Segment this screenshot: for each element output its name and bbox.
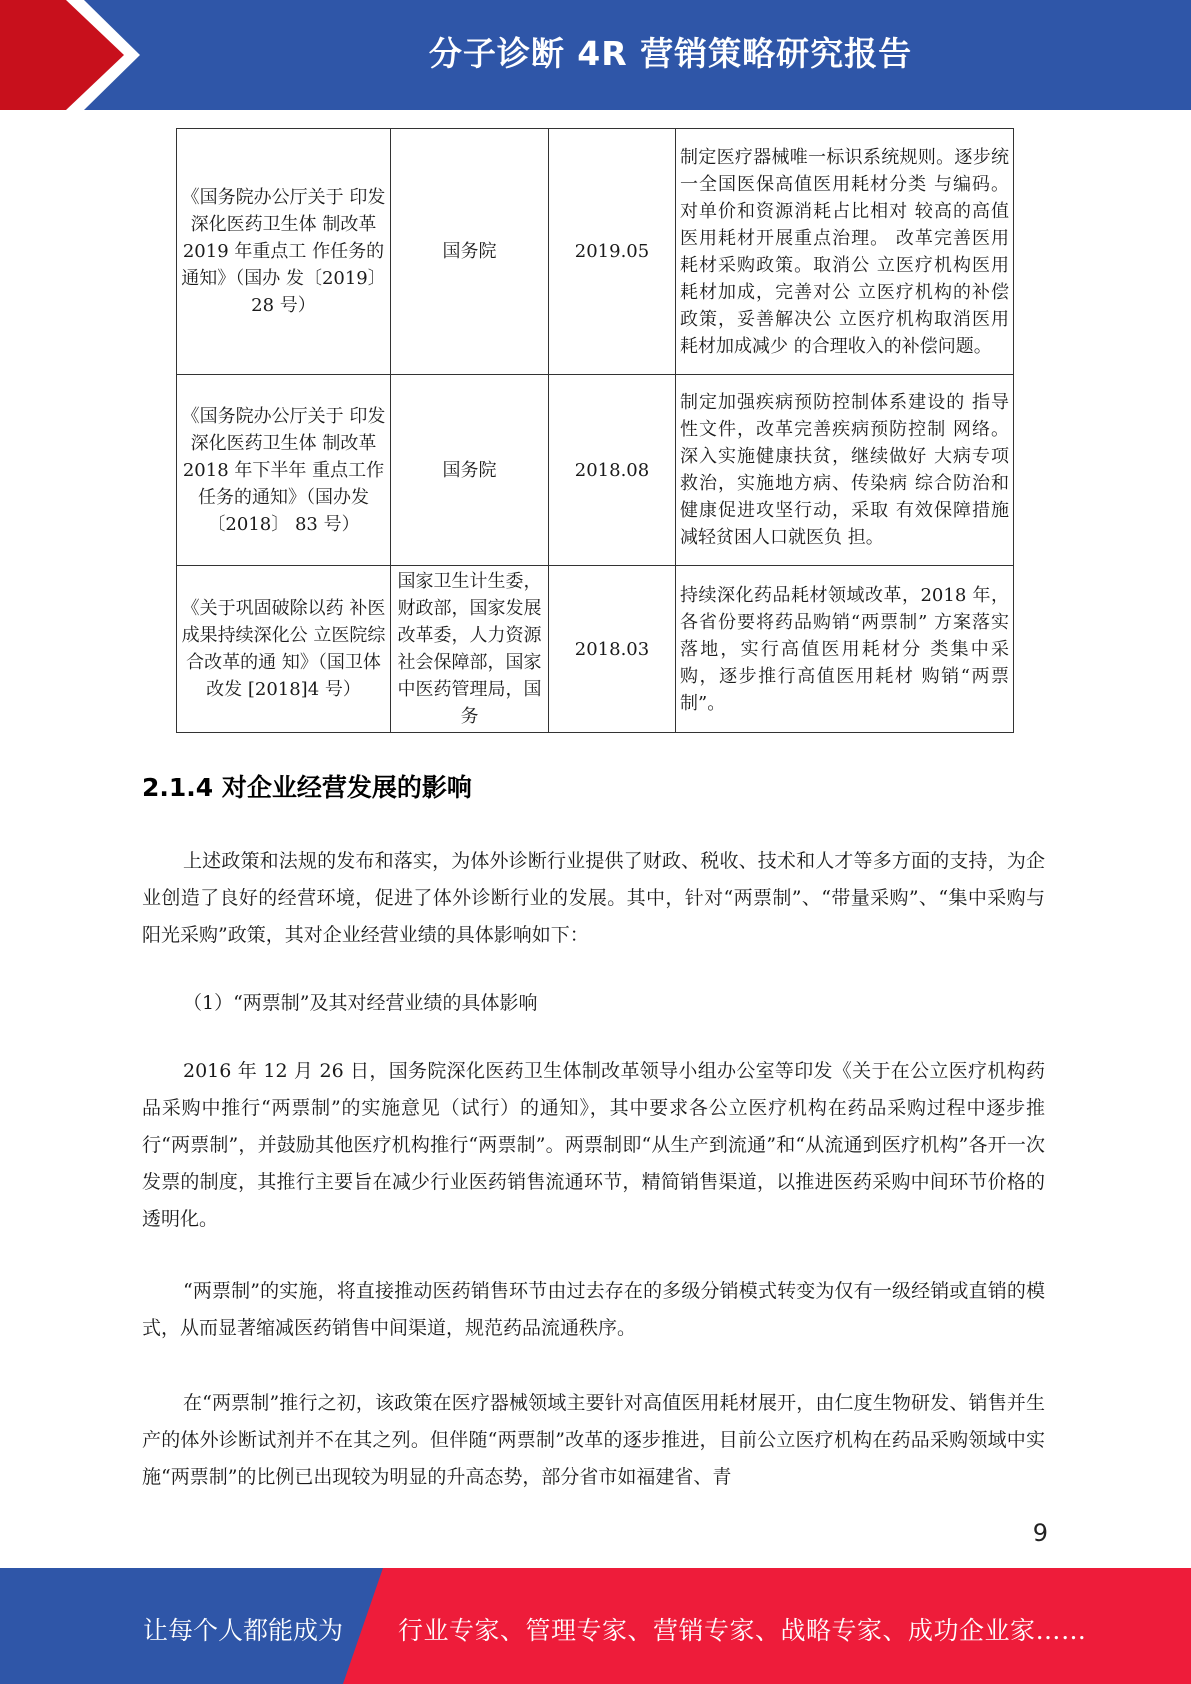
page-header: [0, 0, 1191, 110]
page-footer: [0, 1568, 1191, 1684]
body-paragraph: 2016 年 12 月 26 日，国务院深化医药卫生体制改革领导小组办公室等印发《关于在公立医疗机构药品采购中推行“两票制”的实施意见（试行）的通知》，其中要求各公立医疗机构在药品采购过程中逐步推行“两票制”，并鼓励其他医疗机构推行“两票制”。两票制即“从生产到流通”和“从流通到医疗机构”各开一次发票的制度，其推行主要旨在减少行业医药销售流通环节，精简销售渠道，以推进医药采购中间环节价格的透明化。: [142, 1060, 1045, 1230]
subheading-paragraph: （1）“两票制”及其对经营业绩的具体影响: [183, 992, 538, 1014]
table-row: [177, 566, 1014, 733]
policy-content-cell: 制定医疗器械唯一标识系统规则。逐步统一全国医保高值医用耗材分类 与编码。对单价和资源消耗占比相对 较高的高值医用耗材开展重点治理。 改革完善医用耗材采购政策。取消公 立医疗机构医用耗材加成，完善对公 立医疗机构的补偿政策，妥善解决公 立医疗机构取消医用耗材加成减少 的合理收入的补偿问题。: [676, 129, 1014, 375]
policy-content-cell: 持续深化药品耗材领域改革，2018 年，各省份要将药品购销“两票制” 方案落实落地，实行高值医用耗材分 类集中采购，逐步推行高值医用耗材 购销“两票制”。: [676, 566, 1014, 733]
policy-name-cell: 《国务院办公厅关于 印发深化医药卫生体 制改革 2018 年下半年 重点工作任务的通知》（国办发〔2018〕 83 号）: [177, 375, 391, 566]
policy-content-cell: 制定加强疾病预防控制体系建设的 指导性文件，改革完善疾病预防控制 网络。深入实施健康扶贫，继续做好 大病专项救治，实施地方病、传染病 综合防治和健康促进攻坚行动，采取 有效保障措施减轻贫困人口就医负 担。: [676, 375, 1014, 566]
policy-name-cell: 《关于巩固破除以药 补医成果持续深化公 立医院综合改革的通 知》（国卫体改发 [2018]4 号）: [177, 566, 391, 733]
section-heading: 2.1.4 对企业经营发展的影响: [142, 773, 472, 802]
body-paragraph: “两票制”的实施，将直接推动医药销售环节由过去存在的多级分销模式转变为仅有一级经销或直销的模式，从而显著缩减医药销售中间渠道，规范药品流通秩序。: [142, 1280, 1045, 1339]
issue-date-cell: 2019.05: [549, 129, 676, 375]
page-number: 9: [1032, 1519, 1048, 1547]
header-arrow-decoration: [0, 0, 150, 110]
footer-slogan-right: 行业专家、管理专家、营销专家、战略专家、成功企业家……: [398, 1616, 1087, 1645]
body-paragraph: 在“两票制”推行之初，该政策在医疗器械领域主要针对高值医用耗材展开，由仁度生物研发、销售并生产的体外诊断试剂并不在其之列。但伴随“两票制”改革的逐步推进，目前公立医疗机构在药品采购领域中实施“两票制”的比例已出现较为明显的升高态势，部分省市如福建省、青: [142, 1392, 1045, 1488]
issuing-org-cell: 国家卫生计生委，财政部，国家发展改革委，人力资源社会保障部，国家中医药管理局，国务: [391, 566, 549, 733]
table-row: [177, 375, 1014, 566]
table-row: [177, 129, 1014, 375]
issuing-org-cell: 国务院: [391, 129, 549, 375]
issue-date-cell: 2018.08: [549, 375, 676, 566]
footer-slogan-left: 让每个人都能成为: [143, 1616, 344, 1645]
report-title: 分子诊断 4R 营销策略研究报告: [428, 34, 913, 73]
issuing-org-cell: 国务院: [391, 375, 549, 566]
policy-name-cell: 《国务院办公厅关于 印发深化医药卫生体 制改革 2019 年重点工 作任务的通知》（国办 发〔2019〕 28 号）: [177, 129, 391, 375]
body-paragraph: 上述政策和法规的发布和落实，为体外诊断行业提供了财政、税收、技术和人才等多方面的支持，为企业创造了良好的经营环境，促进了体外诊断行业的发展。其中，针对“两票制”、“带量采购”、“集中采购与阳光采购”政策，其对企业经营业绩的具体影响如下：: [142, 850, 1045, 946]
policy-table: [176, 128, 1014, 733]
issue-date-cell: 2018.03: [549, 566, 676, 733]
